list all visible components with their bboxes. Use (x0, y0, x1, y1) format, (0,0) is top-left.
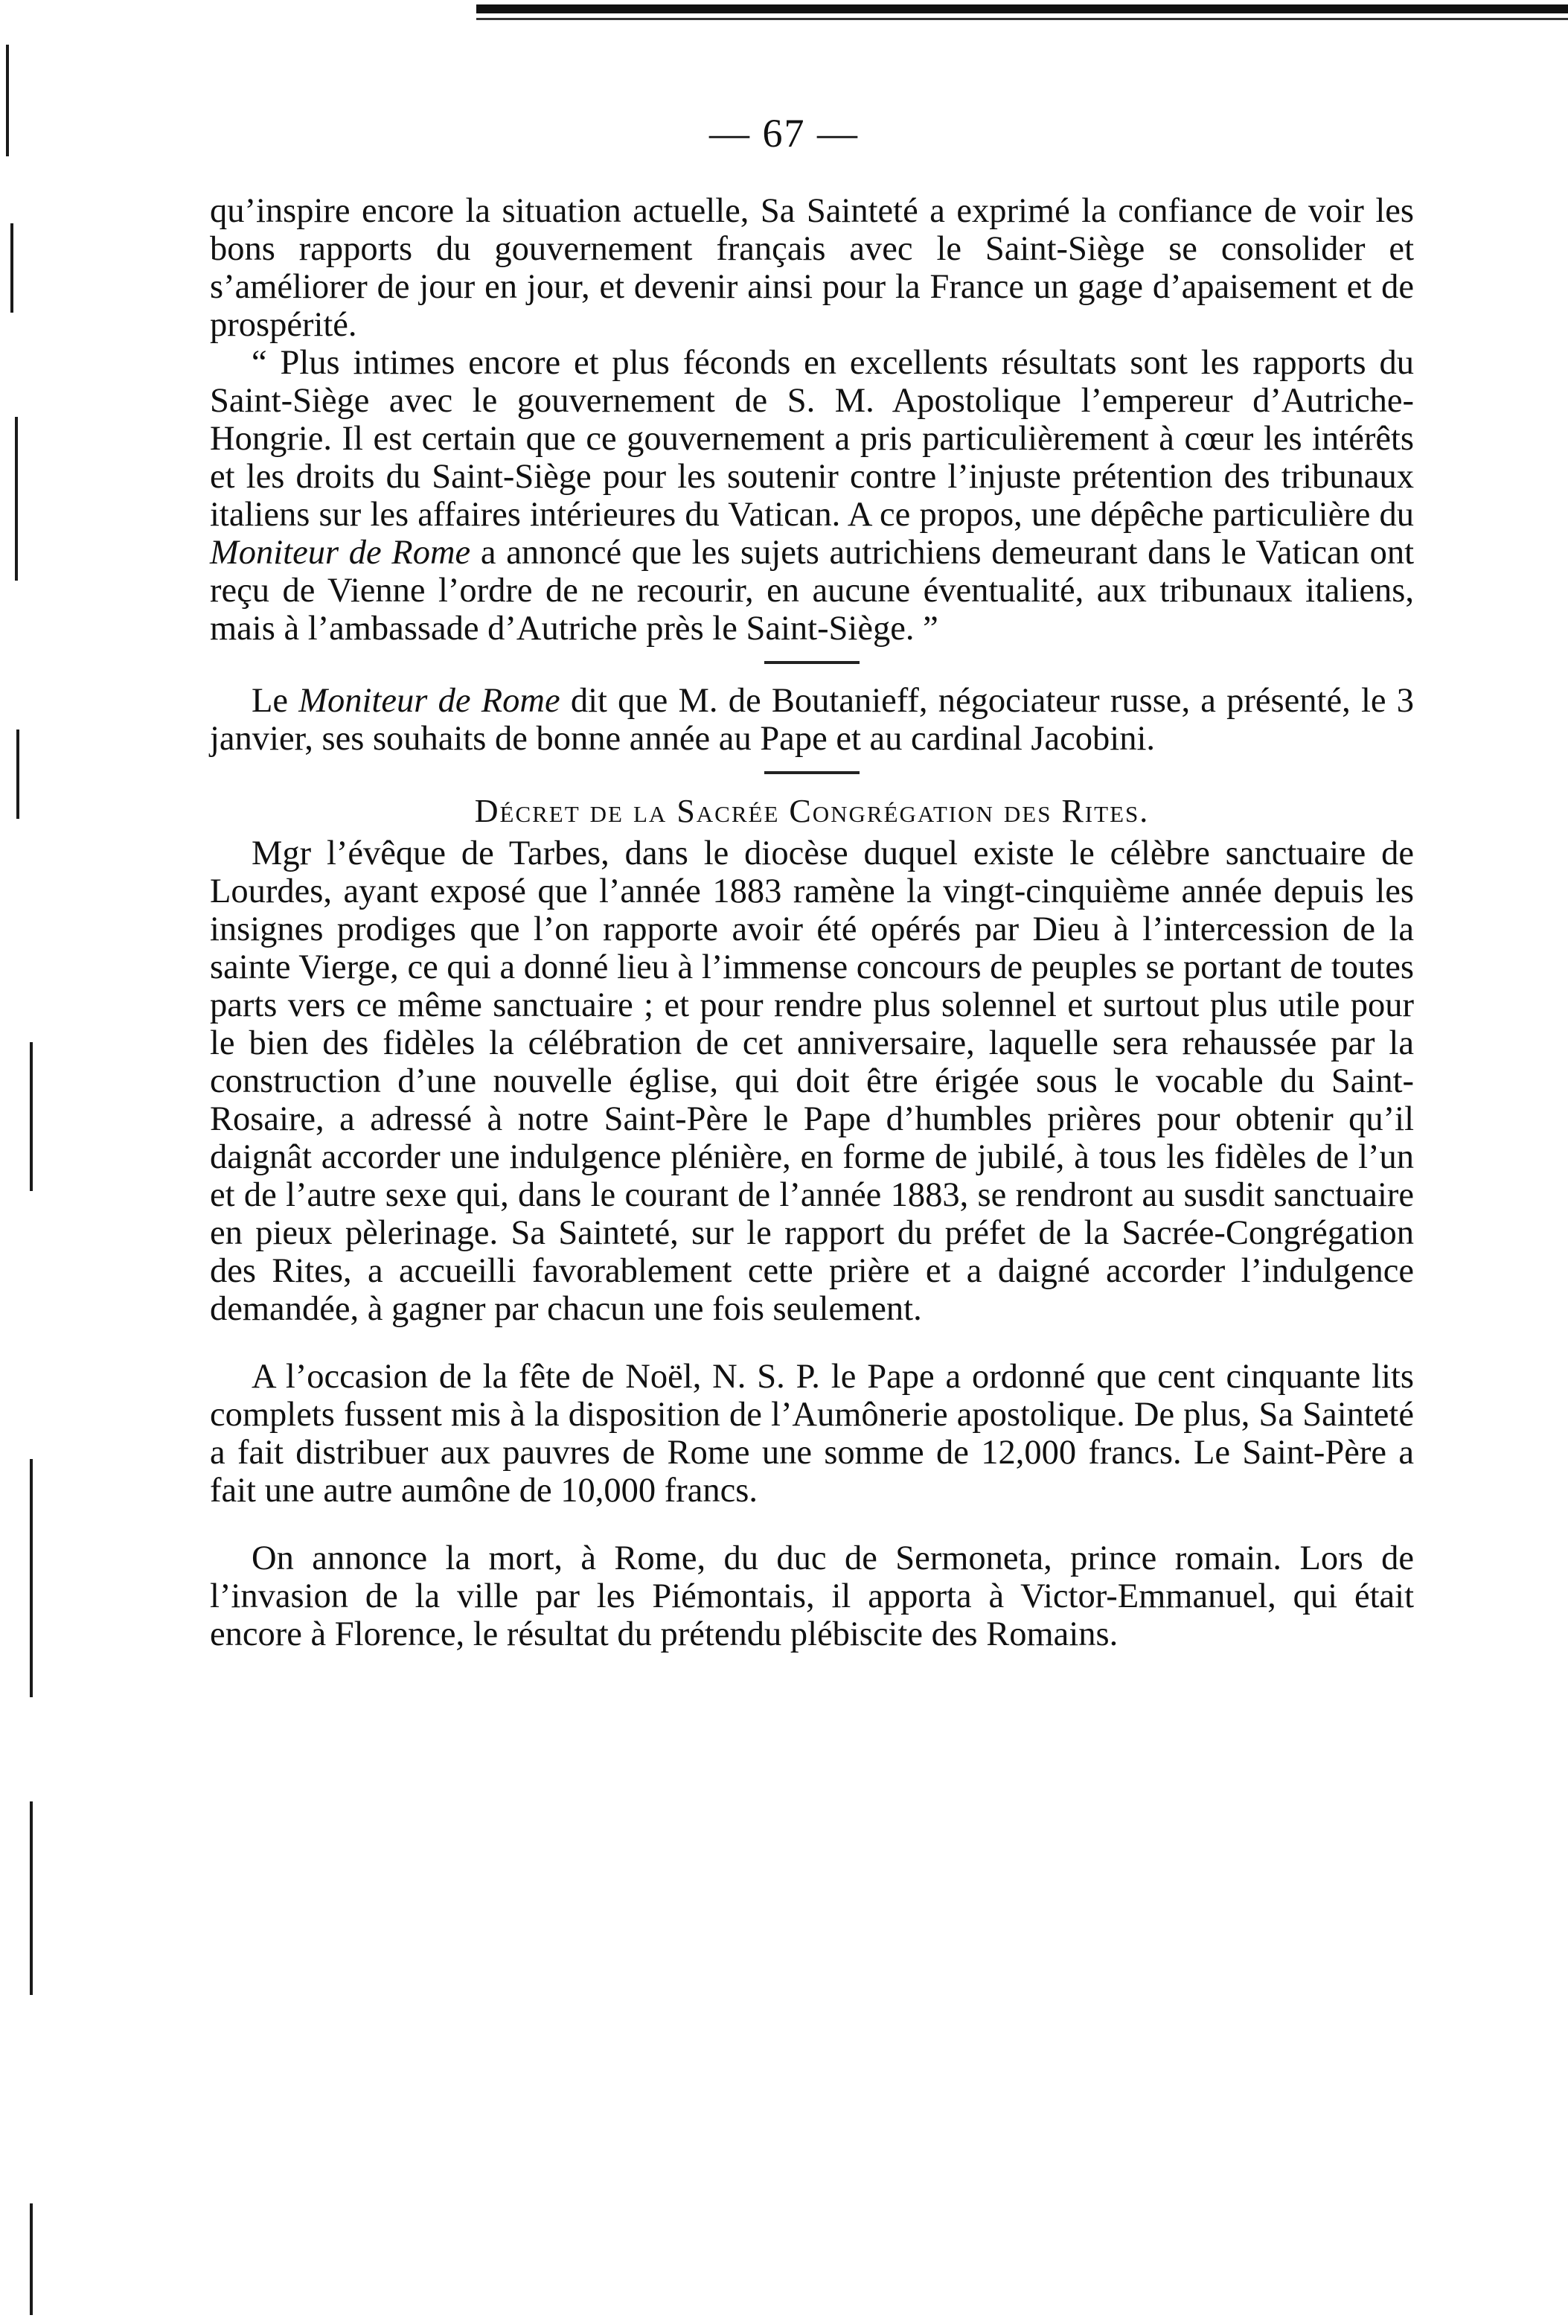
edge-mark (30, 1459, 33, 1697)
newspaper-title: Moniteur de Rome (298, 682, 560, 720)
newspaper-title: Moniteur de Rome (210, 534, 471, 572)
page-number: — 67 — (709, 111, 859, 156)
section-separator (764, 771, 860, 774)
paragraph-austria (210, 344, 1414, 648)
top-border-rule (476, 4, 1568, 13)
edge-mark (30, 1042, 33, 1191)
section-separator (764, 661, 860, 664)
page-binding-edge (0, 0, 45, 2324)
top-border-rule-thin (476, 18, 1568, 20)
main-text (210, 192, 1414, 1653)
paragraph-sermoneta: On annonce la mort, à Rome, du duc de Sermoneta, prince romain. Lors de l’invasion de la ville par les Piémontais, il apporta à Victor-Emmanuel, qui était encore à Florence, le résultat du prétendu plébiscite des Romains. (210, 1539, 1414, 1653)
edge-mark (16, 730, 19, 819)
paragraph-text: Le (252, 682, 289, 720)
paragraph-text: “ Plus intimes encore et plus féconds en excellents résultats sont les rapports du Saint-Siège avec le gouvernement de S. M. Apostolique l’empereur d’Autriche-Hongrie. Il est certain que ce gouvernement a pris particulièrement à cœur les intérêts et les droits du Saint-Siège pour les soutenir contre l’injuste prétention des tribunaux italiens sur les affaires intérieures du Vatican. A ce propos, une dépêche particulière du (210, 344, 1414, 534)
paragraph-gap (210, 1510, 1414, 1539)
edge-mark (30, 1801, 33, 1995)
paragraph-lourdes: Mgr l’évêque de Tarbes, dans le diocèse duquel existe le célèbre sanctuaire de Lourdes, ayant exposé que l’année 1883 ramène la vingt-cinquième année depuis les insignes prodiges que l’on rapporte avoir été opérés par Dieu à l’intercession de la sainte Vierge, ce qui a donné lieu à l’immense concours de peuples se portant de toutes parts vers ce même sanctuaire ; et pour rendre plus solennel et surtout plus utile pour le bien des fidèles la célébration de cet anniversaire, laquelle sera rehaussée par la construction d’une nouvelle église, qui doit être érigée sous le vocable du Saint-Rosaire, a adressé à notre Saint-Père le Pape d’humbles prières pour obtenir qu’il daignât accorder une indulgence plénière, en forme de jubilé, à tous les fidèles de l’un et de l’autre sexe qui, dans le courant de l’année 1883, se rendront au susdit sanctuaire en pieux pèlerinage. Sa Sainteté, sur le rapport du préfet de la Sacrée-Congrégation des Rites, a accueilli favorablement cette prière et a daigné accorder l’indulgence demandée, à gagner par chacun une fois seulement. (210, 834, 1414, 1328)
paragraph-continuation: qu’inspire encore la situation actuelle, Sa Sainteté a exprimé la confiance de voir les bons rapports du gouvernement français avec le Saint-Siège se consolider et s’améliorer de jour en jour, et devenir ainsi pour la France un gage d’apaisement et de prospérité. (210, 192, 1414, 344)
paragraph-text: a annoncé que les sujets autrichiens demeurant dans le Vatican ont reçu de Vienne l’ordre de ne recourir, en aucune éventualité, aux tribunaux italiens, mais à l’ambassade d’Autriche près le Saint-Siège. ” (210, 534, 1414, 648)
edge-mark (30, 2203, 33, 2315)
paragraph-gap (210, 1328, 1414, 1358)
paragraph-boutanieff (210, 682, 1414, 758)
edge-mark (10, 223, 13, 313)
paragraph-text: dit que M. de Boutanieff, négociateur russe, a présenté, le 3 janvier, ses souhaits de bonne année au Pape et au cardinal Jacobini. (210, 682, 1415, 758)
edge-mark (15, 417, 18, 581)
paragraph-noel: A l’occasion de la fête de Noël, N. S. P. le Pape a ordonné que cent cinquante lits complets fussent mis à la disposition de l’Aumônerie apostolique. De plus, Sa Sainteté a fait distribuer aux pauvres de Rome une somme de 12,000 francs. Le Saint-Père a fait une autre aumône de 10,000 francs. (210, 1358, 1414, 1510)
section-heading: Décret de la Sacrée Congrégation des Rites. (474, 793, 1150, 829)
